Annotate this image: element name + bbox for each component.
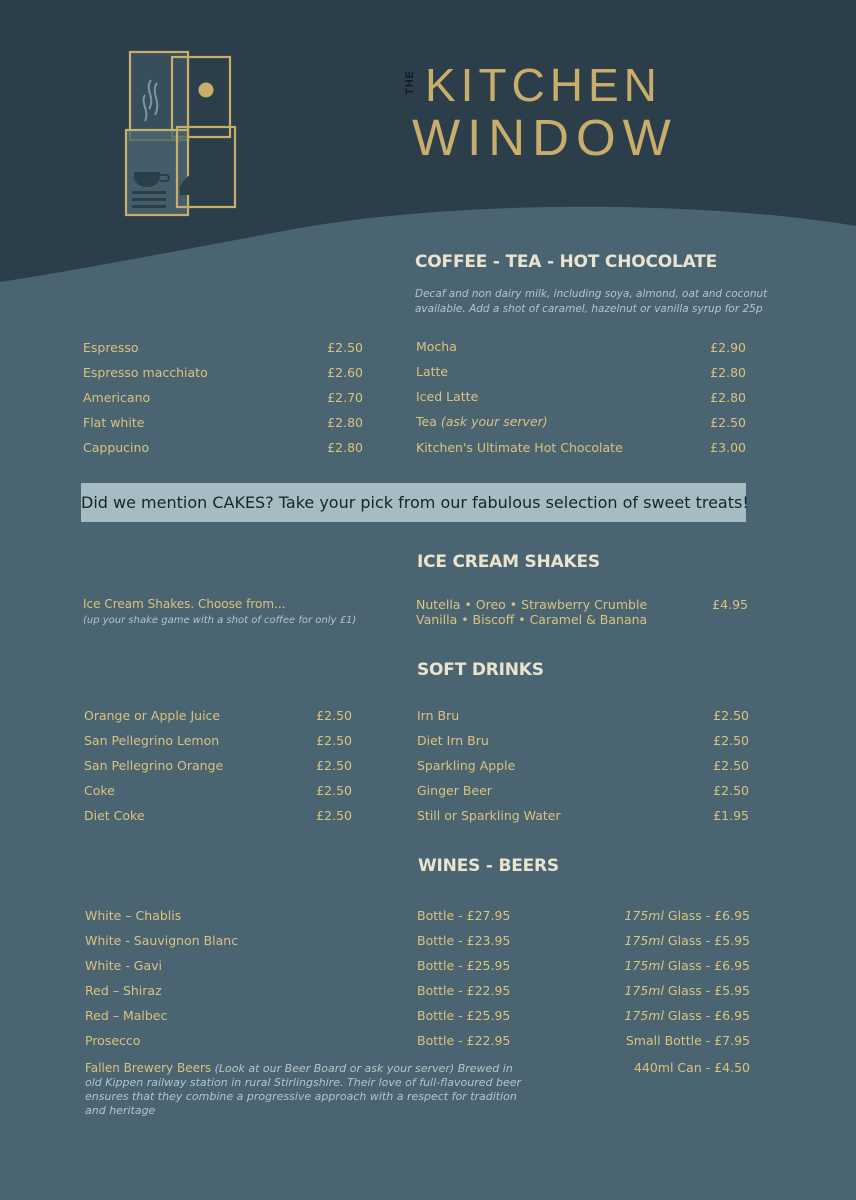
coffee-right-price: £3.00: [710, 440, 746, 455]
coffee-right-name: Latte: [416, 364, 449, 379]
tea-label: Tea: [416, 414, 437, 429]
cakes-banner-text: Did we mention CAKES? Take your pick from our fabulous selection of sweet treats!: [81, 493, 749, 512]
soft-right-price: £2.50: [713, 783, 749, 798]
coffee-right-price: £2.50: [710, 415, 746, 430]
soft-left-name: Coke: [84, 783, 115, 798]
coffee-right-name: Kitchen's Ultimate Hot Chocolate: [416, 440, 623, 455]
wine-name: White - Sauvignon Blanc: [85, 933, 239, 948]
beer-description: (Look at our Beer Board or ask your server) Brewed in old Kippen railway station in rural Stirlingshire. Their love of full-flavoured beer ensures that they combine a progressive approach with a respect for tradition and heritage: [85, 1062, 522, 1117]
shakes-flavours-line2: Vanilla • Biscoff • Caramel & Banana: [416, 612, 648, 627]
soft-left-price: £2.50: [316, 733, 352, 748]
wine-glass: [560, 908, 750, 923]
coffee-left-price: £2.80: [327, 440, 363, 455]
coffee-left-price: £2.80: [327, 415, 363, 430]
coffee-heading: COFFEE - TEA - HOT CHOCOLATE: [415, 252, 718, 272]
shakes-note: (up your shake game with a shot of coffee for only £1): [83, 615, 357, 626]
wine-bottle: Bottle - £25.95: [417, 1008, 511, 1023]
soft-left-name: San Pellegrino Orange: [84, 758, 224, 773]
coffee-left-name: Espresso macchiato: [83, 365, 208, 380]
coffee-right-name: Mocha: [416, 339, 457, 354]
wine-glass: [560, 983, 750, 998]
soft-left-name: San Pellegrino Lemon: [84, 733, 220, 748]
wine-glass-price: Glass - £5.95: [663, 983, 750, 998]
soft-left-price: £2.50: [316, 783, 352, 798]
beer-price: 440ml Can - £4.50: [633, 1060, 750, 1075]
beer-note: [85, 1061, 525, 1118]
wine-glass-price: Small Bottle - £7.95: [625, 1033, 750, 1048]
soft-right-price: £2.50: [713, 758, 749, 773]
wine-glass: [560, 933, 750, 948]
coffee-left-name: Espresso: [83, 340, 139, 355]
coffee-right-name: [416, 414, 548, 429]
wine-bottle: Bottle - £22.95: [417, 983, 511, 998]
wine-glass-price: Glass - £6.95: [663, 1008, 750, 1023]
wine-glass-price: Glass - £6.95: [663, 958, 750, 973]
soft-right-name: Irn Bru: [417, 708, 460, 723]
shakes-label: Ice Cream Shakes. Choose from...: [83, 597, 286, 611]
title-the: THE: [404, 70, 416, 96]
title-kitchen: KITCHEN: [425, 59, 662, 111]
coffee-note-line1: Decaf and non dairy milk, including soya, almond, oat and coconut: [415, 288, 768, 300]
shakes-price: £4.95: [712, 597, 748, 612]
soft-right-name: Still or Sparkling Water: [417, 808, 561, 823]
soft-right-name: Diet Irn Bru: [417, 733, 489, 748]
soft-right-name: Sparkling Apple: [417, 758, 516, 773]
wine-name: Red – Malbec: [85, 1008, 168, 1023]
wine-glass-size: 175ml: [624, 983, 664, 998]
coffee-left-price: £2.60: [327, 365, 363, 380]
wine-bottle: Bottle - £25.95: [417, 958, 511, 973]
coffee-left-name: Flat white: [83, 415, 145, 430]
beer-label: Fallen Brewery Beers: [85, 1061, 212, 1075]
coffee-left-name: Americano: [83, 390, 151, 405]
shakes-flavours-line1: Nutella • Oreo • Strawberry Crumble: [416, 597, 648, 612]
soft-right-price: £2.50: [713, 708, 749, 723]
coffee-left-price: £2.70: [327, 390, 363, 405]
coffee-left-price: £2.50: [327, 340, 363, 355]
coffee-right-price: £2.80: [710, 390, 746, 405]
soft-left-price: £2.50: [316, 808, 352, 823]
coffee-right-price: £2.80: [710, 365, 746, 380]
wine-glass-price: Glass - £5.95: [663, 933, 750, 948]
wine-glass-size: 175ml: [624, 1008, 664, 1023]
coffee-note-line2: available. Add a shot of caramel, hazelnut or vanilla syrup for 25p: [415, 303, 763, 315]
wine-name: Prosecco: [85, 1033, 141, 1048]
title-window: WINDOW: [412, 109, 678, 166]
wine-glass-size: 175ml: [624, 908, 664, 923]
soft-left-price: £2.50: [316, 708, 352, 723]
coffee-right-price: £2.90: [710, 340, 746, 355]
soft-left-name: Orange or Apple Juice: [84, 708, 221, 723]
shakes-heading: ICE CREAM SHAKES: [417, 552, 600, 572]
wine-name: Red – Shiraz: [85, 983, 162, 998]
kitchen-window-logo: [120, 45, 245, 220]
cakes-banner: [81, 483, 749, 522]
wine-glass: [560, 958, 750, 973]
wine-name: White – Chablis: [85, 908, 182, 923]
wine-glass: [560, 1008, 750, 1023]
wine-glass-size: 175ml: [624, 958, 664, 973]
coffee-left-name: Cappucino: [83, 440, 150, 455]
wine-glass-price: Glass - £6.95: [663, 908, 750, 923]
soft-left-price: £2.50: [316, 758, 352, 773]
soft-right-price: £1.95: [713, 808, 749, 823]
coffee-right-name: Iced Latte: [416, 389, 479, 404]
wine-bottle: Bottle - £22.95: [417, 1033, 511, 1048]
wine-glass: [560, 1033, 750, 1048]
soft-right-name: Ginger Beer: [417, 783, 492, 798]
soft-heading: SOFT DRINKS: [417, 660, 544, 680]
wine-glass-size: 175ml: [624, 933, 664, 948]
wines-heading: WINES - BEERS: [418, 856, 559, 876]
soft-right-price: £2.50: [713, 733, 749, 748]
wine-bottle: Bottle - £23.95: [417, 933, 511, 948]
wine-name: White - Gavi: [85, 958, 163, 973]
tea-note: (ask your server): [440, 414, 548, 429]
wine-bottle: Bottle - £27.95: [417, 908, 511, 923]
soft-left-name: Diet Coke: [84, 808, 145, 823]
